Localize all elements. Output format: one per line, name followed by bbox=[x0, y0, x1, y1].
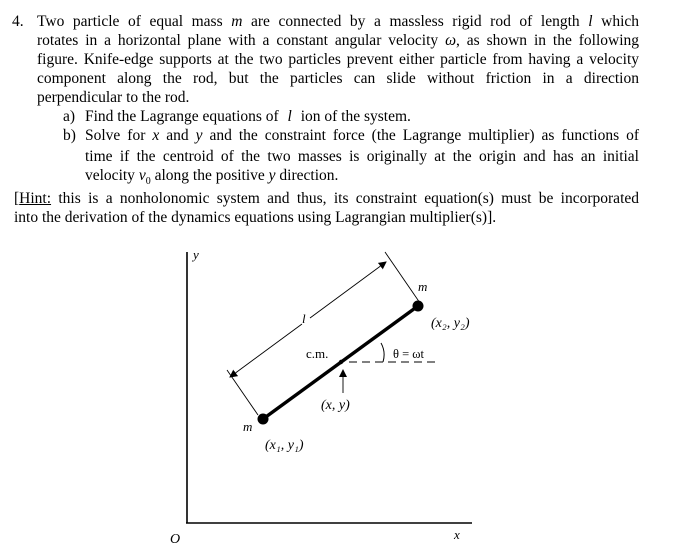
part-a-symbol: l bbox=[287, 108, 292, 125]
center-of-mass-dot bbox=[339, 360, 343, 364]
hint-text: this is a nonholonomic system and thus, its constraint equation(s) must be incorporated bbox=[58, 190, 639, 207]
center-coordinate-label: (x, y) bbox=[321, 398, 350, 413]
mass-top-label: m bbox=[418, 279, 428, 294]
mass-top-dot bbox=[413, 301, 424, 312]
part-b-text: and the constraint force (the Lagrange multiplier) as functions of bbox=[209, 127, 640, 144]
mass-symbol: m bbox=[231, 13, 243, 30]
stem-line-4: component along the rod, but the particles can slide without friction in a direction bbox=[37, 70, 639, 87]
extension-line-bottom bbox=[227, 370, 258, 415]
v-symbol: v bbox=[138, 167, 146, 184]
stem-line-3: figure. Knife-edge supports at the two particles prevent either particle from having a velocity bbox=[37, 51, 639, 68]
x-symbol: x bbox=[152, 127, 160, 144]
part-a-text-end: ion of the system. bbox=[300, 108, 411, 125]
mass-bottom-dot bbox=[258, 414, 269, 425]
mass-bottom-label: m bbox=[243, 419, 253, 434]
stem-text: Two particle of equal mass bbox=[37, 13, 223, 30]
part-a-label: a) bbox=[63, 108, 76, 125]
length-symbol: l bbox=[588, 13, 593, 30]
origin-label: O bbox=[170, 532, 181, 547]
extension-line-top bbox=[385, 252, 420, 303]
length-arrow-upper bbox=[310, 262, 386, 318]
part-b-text: along the positive bbox=[154, 167, 265, 184]
x-axis-label: x bbox=[454, 527, 460, 542]
part-b-text: and bbox=[166, 127, 189, 144]
part-b-label: b) bbox=[63, 127, 76, 144]
angle-label: θ = ωt bbox=[393, 347, 424, 361]
problem-number: 4. bbox=[12, 13, 24, 30]
hint-line-2: into the derivation of the dynamics equations using Lagrangian multiplier(s)]. bbox=[14, 209, 497, 226]
top-coordinate-label: (x₂, y₂) bbox=[431, 316, 470, 331]
stem-text: , as shown in the following bbox=[456, 32, 639, 49]
part-b-text: Solve for bbox=[85, 127, 146, 144]
length-label: l bbox=[302, 311, 306, 326]
stem-text: which bbox=[601, 13, 640, 30]
stem-line-5: perpendicular to the rod. bbox=[37, 89, 190, 106]
part-b-text: velocity bbox=[85, 167, 135, 184]
y-symbol: y bbox=[268, 167, 276, 184]
part-b-text: direction. bbox=[279, 167, 339, 184]
hint-bracket: [ bbox=[14, 190, 20, 207]
bottom-coordinate-label: (x₁, y₁) bbox=[265, 438, 304, 453]
stem-text: are connected by a massless rigid rod of length bbox=[251, 13, 580, 30]
center-of-mass-label: c.m. bbox=[306, 346, 329, 361]
y-axis-label: y bbox=[193, 247, 199, 262]
hint-label: Hint: bbox=[19, 190, 52, 207]
omega-symbol: ω bbox=[445, 32, 457, 49]
part-a-text-start: Find the Lagrange equations of bbox=[85, 108, 279, 125]
stem-text: rotates in a horizontal plane with a constant angular velocity bbox=[37, 32, 439, 49]
angle-arc bbox=[381, 343, 384, 362]
length-arrow-lower bbox=[230, 324, 302, 377]
part-b-line-2: time if the centroid of the two masses is originally at the origin and has an initial bbox=[85, 148, 639, 165]
y-symbol: y bbox=[195, 127, 203, 144]
v-subscript: 0 bbox=[145, 176, 151, 188]
